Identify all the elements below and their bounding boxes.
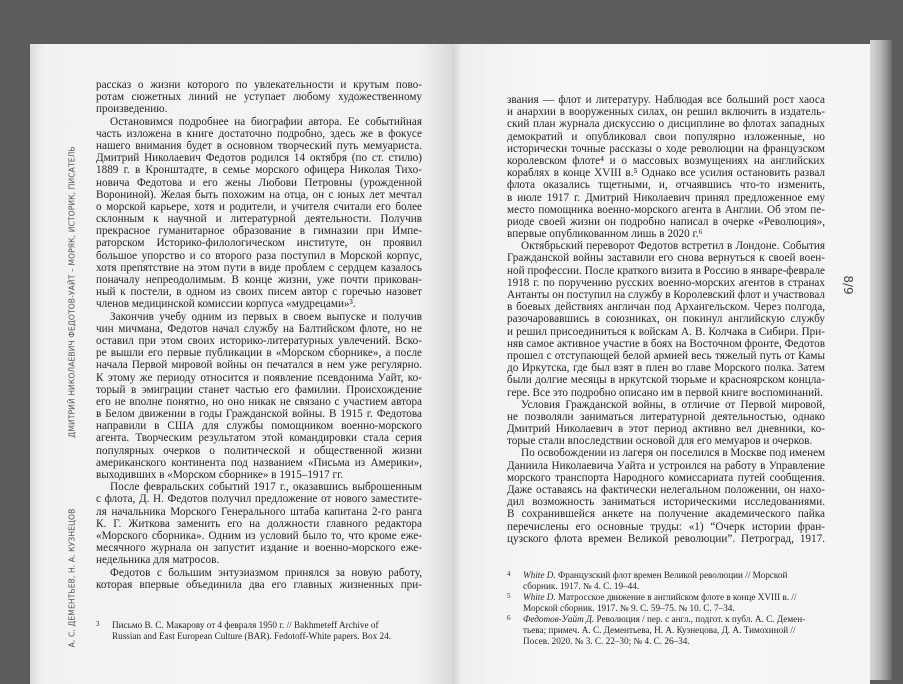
text-line: прошел с отступающей белой армией весь тяжелый путь от Камы bbox=[507, 349, 825, 362]
text-line: Даниила Николаевича Уайта и устроился на работу в Управление bbox=[507, 459, 825, 472]
footnote-text: Революция / пер. с англ., подгот. к публ. А. С. Демен- bbox=[594, 614, 806, 625]
text-line: кораблях в конце XVIII в.⁵ Однако все усилия остановить развал bbox=[507, 167, 825, 180]
footnote-text: Французский флот времен Великой революции // Морской bbox=[555, 570, 788, 580]
footnote-text: Письмо В. С. Макарову от 4 февраля 1950 г. // Bakhmeteff Archive of bbox=[112, 620, 379, 630]
footnote-line bbox=[112, 631, 416, 642]
text-line: Дмитрий Николаевич Федотов родился 14 октября (по ст. стилю) bbox=[96, 152, 422, 165]
running-head-title: ДМИТРИЙ НИКОЛАЕВИЧ ФЕДОТОВ-УАЙТ – МОРЯК, ИСТОРИК, ПИСАТЕЛЬ bbox=[67, 146, 77, 438]
text-line: Остановимся подробнее на биографии автора. Ее событийная bbox=[110, 115, 422, 128]
text-line: демократий и опубликовал свои популярно изложенные, но bbox=[507, 130, 825, 143]
page-number: 8/9 bbox=[841, 275, 855, 295]
text-line: Гражданской войны заставили его снова вернуться к своей воен- bbox=[507, 252, 825, 265]
text-line: морского транспорта Народного комиссариата путей сообщения. bbox=[507, 471, 825, 484]
text-line: няв самое активное участие в боях на Восточном фронте, Федотов bbox=[507, 337, 825, 350]
text-line: Федотов с большим энтузиазмом принялся за новую работу, bbox=[110, 566, 422, 579]
footnote-line bbox=[112, 620, 416, 631]
footnote-text: Морской сборник. 1917. № 9. С. 59–75. № 10. С. 7–34. bbox=[523, 602, 735, 613]
footnote-line bbox=[523, 570, 825, 581]
text-line: звания — флот и литературу. Наблюдая все больший рост хаоса bbox=[507, 94, 825, 106]
footnote-line bbox=[523, 592, 825, 603]
text-line: К этому же периоду относится и появление псевдонима Уайт, ко- bbox=[96, 371, 422, 384]
footnote-text: тьева; примеч. А. С. Дементьева, Н. А. Кузнецова, Д. А. Тимохиной // bbox=[523, 624, 796, 635]
text-line: Условия Гражданской войны, в отличие от Первой мировой, bbox=[521, 398, 825, 411]
text-line: оставил при этом своих историко-литературных увлечений. Вско- bbox=[96, 334, 422, 347]
text-line: месячного журнала он запустит издание и военно-морского еже- bbox=[96, 542, 422, 555]
footnote-line bbox=[523, 625, 825, 636]
footnote-number: 5 bbox=[507, 592, 511, 601]
text-line: большое упорство и со второго раза поступил в Морской корпус, bbox=[96, 249, 422, 262]
text-line: Дмитрий Николаевич в этот период активно вел дневники, ко- bbox=[507, 423, 825, 436]
text-line: перечислены его основные труды: «1) “Очерк истории фран- bbox=[507, 520, 825, 533]
text-line: его не вполне понятно, но оно никак не связано с участием автора bbox=[96, 395, 422, 408]
text-line: Ворониной). Желая быть похожим на отца, он с юных лет мечтал bbox=[96, 188, 422, 201]
text-line: В сохранившейся анкете на получение академического пайка bbox=[507, 508, 825, 521]
text-line: новича Федотова и его жены Любови Петровны (урожденной bbox=[96, 176, 422, 189]
footnote-text: Russian and East European Culture (BAR). Fedotoff-White papers. Box 24. bbox=[112, 630, 391, 641]
right-body-text bbox=[507, 94, 825, 545]
footnote-line bbox=[523, 581, 825, 592]
paragraph bbox=[507, 240, 825, 398]
text-line: рассказ о жизни которого по увлекательности и крутым пово- bbox=[96, 79, 422, 91]
text-line: с флота, Д. Н. Федотов получил предложение от нового заместите- bbox=[96, 493, 422, 506]
footnote-number: 3 bbox=[96, 620, 100, 628]
text-line: торый в эмиграции станет частью его фамилии. Происхождение bbox=[96, 383, 422, 396]
text-line: в июле 1917 г. Дмитрий Николаевич принял предложенное ему bbox=[507, 191, 825, 204]
text-line: нашего внимания будет в основном творческий путь мемуариста. bbox=[96, 139, 422, 152]
footnote-text: сборник. 1917. № 4. С. 19–44. bbox=[523, 580, 640, 591]
text-line: 1889 г. в Кронштадте, в семье морского офицера Николая Тихо- bbox=[96, 164, 422, 177]
right-footnotes bbox=[507, 570, 825, 647]
paragraph bbox=[96, 311, 422, 482]
paragraph bbox=[96, 567, 422, 591]
text-line: После февральских событий 1917 г., оказавшись выброшенным bbox=[110, 481, 422, 494]
footnote-author: Федотов-Уайт Д. bbox=[523, 614, 595, 625]
footnote bbox=[507, 592, 825, 613]
text-line: королевском флоте⁴ и о массовых возмущениях на английских bbox=[507, 154, 825, 167]
text-line: место помощника военно-морского агента в Англии. Об этом пе- bbox=[507, 203, 825, 216]
text-line: членов медицинской комиссии корпуса «мудрецами»³. bbox=[96, 298, 356, 311]
text-line: разочаровавшись в союзниках, он покинул английскую службу bbox=[507, 313, 825, 326]
text-line: ный к постели, в одном из своих писем автор с горечью назовет bbox=[96, 286, 422, 299]
running-head-authors: А. С. ДЕМЕНТЬЕВ, Н. А. КУЗНЕЦОВ bbox=[67, 508, 77, 648]
text-line: склонным к научной и литературной деятельности. Получив bbox=[96, 213, 422, 226]
text-line: произведению. bbox=[96, 103, 168, 116]
paragraph bbox=[507, 94, 825, 240]
text-line: ротам сюжетных линий не уступает любому художественному bbox=[96, 91, 422, 104]
text-line: агента. Творческим результатом этой командировки стала серия bbox=[96, 432, 422, 445]
text-line: чин мичмана, Федотов начал службу на Балтийском флоте, но не bbox=[96, 322, 422, 335]
text-line: направили в США для службы помощником военно-морского bbox=[96, 420, 422, 433]
footnote-line bbox=[523, 614, 825, 625]
paragraph bbox=[96, 116, 422, 311]
text-line: Закончив учебу одним из первых в своем выпуске и получив bbox=[110, 310, 422, 323]
text-line: американского континента под названием «Письма из Америки», bbox=[96, 456, 422, 469]
text-line: и решил присоединиться к войскам А. В. Колчака в Сибири. При- bbox=[507, 325, 825, 338]
paragraph bbox=[96, 481, 422, 566]
text-line: впервые опубликованном лишь в 2020 г.⁶ bbox=[507, 228, 703, 241]
footnote bbox=[507, 614, 825, 646]
text-line: К. Г. Житкова заменить его на должности главного редактора bbox=[96, 517, 422, 530]
paragraph bbox=[507, 447, 825, 545]
text-line: выходивших в «Морском сборнике» в 1915–1917 гг. bbox=[96, 469, 344, 481]
footnote bbox=[507, 570, 825, 591]
text-line: цузского флота времен Великой революции”. Петроград, 1917. bbox=[507, 532, 825, 545]
text-line: популярных очерков о политической и общественной жизни bbox=[96, 444, 422, 457]
text-line: часть изложена в книге достаточно подробно, здесь же в фокусе bbox=[96, 127, 422, 140]
left-body-text bbox=[96, 79, 422, 591]
text-line: в боевых действиях англичан под Архангельском. Через полгода, bbox=[507, 301, 825, 314]
text-line: ной профессии. После краткого визита в Россию в январе-феврале bbox=[507, 264, 825, 277]
text-line: прекрасное гуманитарное образование в гимназии при Импе- bbox=[96, 225, 422, 238]
left-footnotes bbox=[96, 620, 416, 642]
text-line: торые стали впоследствии основой для его мемуаров и очерков. bbox=[507, 435, 813, 448]
text-line: 1918 г. по поручению русских военно-морских агентов в странах bbox=[507, 276, 825, 289]
text-line: ре вышли его первые публикации в «Морском сборнике», а после bbox=[96, 347, 422, 360]
text-line: до Иркутска, где был взят в плен во главе Морского полка. Затем bbox=[507, 362, 825, 375]
text-line: исторически точные рассказы о ходе революции на французском bbox=[507, 142, 825, 155]
text-line: о морской карьере, хотя и родители, и учителя считали его более bbox=[96, 200, 422, 213]
footnote-line bbox=[523, 636, 825, 647]
text-line: которая впервые объединила два его главных жизненных при- bbox=[96, 578, 422, 591]
footnote-number: 6 bbox=[507, 614, 511, 623]
page-edges bbox=[870, 40, 892, 680]
footnote-author: White D. bbox=[523, 592, 556, 603]
text-line: недельника для матросов. bbox=[96, 554, 220, 567]
footnote-text: Матросское движение в английском флоте в конце XVIII в. // bbox=[555, 592, 797, 603]
footnote-text: Посев. 2020. № 3. С. 22–30; № 4. С. 26–34. bbox=[523, 635, 690, 646]
footnote-author: White D. bbox=[523, 570, 556, 580]
text-line: и анархии в вооруженных силах, он решил включить в издатель- bbox=[507, 106, 825, 119]
text-line: Даже оставаясь на фактически нелегальном положении, он нахо- bbox=[507, 484, 825, 496]
text-line: флота оказались тщетными, и, отчаявшись что-то изменить, bbox=[507, 179, 825, 192]
text-line: раторском Историко-филологическом институте, он проявил bbox=[96, 237, 422, 250]
text-line: ля начальника Морского Генерального штаба капитана 2-го ранга bbox=[96, 505, 422, 518]
paragraph bbox=[507, 399, 825, 448]
footnote-number: 4 bbox=[507, 570, 511, 578]
text-line: «Морского сборника». Одним из условий было то, что кроме еже- bbox=[96, 529, 422, 542]
footnote-line bbox=[523, 603, 825, 614]
footnote bbox=[96, 620, 416, 641]
text-line: хотя препятствие на этом пути в виде проблем с сердцем казалось bbox=[96, 261, 422, 274]
text-line: По освобождении из лагеря он поселился в Москве под именем bbox=[521, 447, 826, 460]
text-line: дил возможность заниматься историческими исследованиями. bbox=[507, 496, 825, 509]
text-line: ский план журнала дискуссию о дисциплине во флотах западных bbox=[507, 118, 825, 131]
text-line: начала Первой мировой войны он печатался в нем уже регулярно. bbox=[96, 359, 422, 372]
text-line: риоде своей жизни он подробно написал в очерке «Революция», bbox=[507, 215, 825, 228]
text-line: были долгие месяцы в иркутской тюрьме и красноярском концла- bbox=[507, 374, 825, 387]
text-line: не позволяли заниматься литературной деятельностью, однако bbox=[507, 410, 825, 423]
paragraph bbox=[96, 79, 422, 116]
text-line: поначалу непреодолимым. В конце жизни, уже почти прикован- bbox=[96, 274, 422, 286]
text-line: Октябрьский переворот Федотов встретил в Лондоне. События bbox=[521, 240, 825, 253]
text-line: в Белом движении в годы Гражданской войны. В 1915 г. Федотова bbox=[96, 408, 422, 421]
text-line: гере. Все это подробно описано им в первой книге воспоминаний. bbox=[507, 386, 823, 399]
text-line: Антанты он поступил на службу в Королевский флот и участвовал bbox=[507, 289, 825, 301]
